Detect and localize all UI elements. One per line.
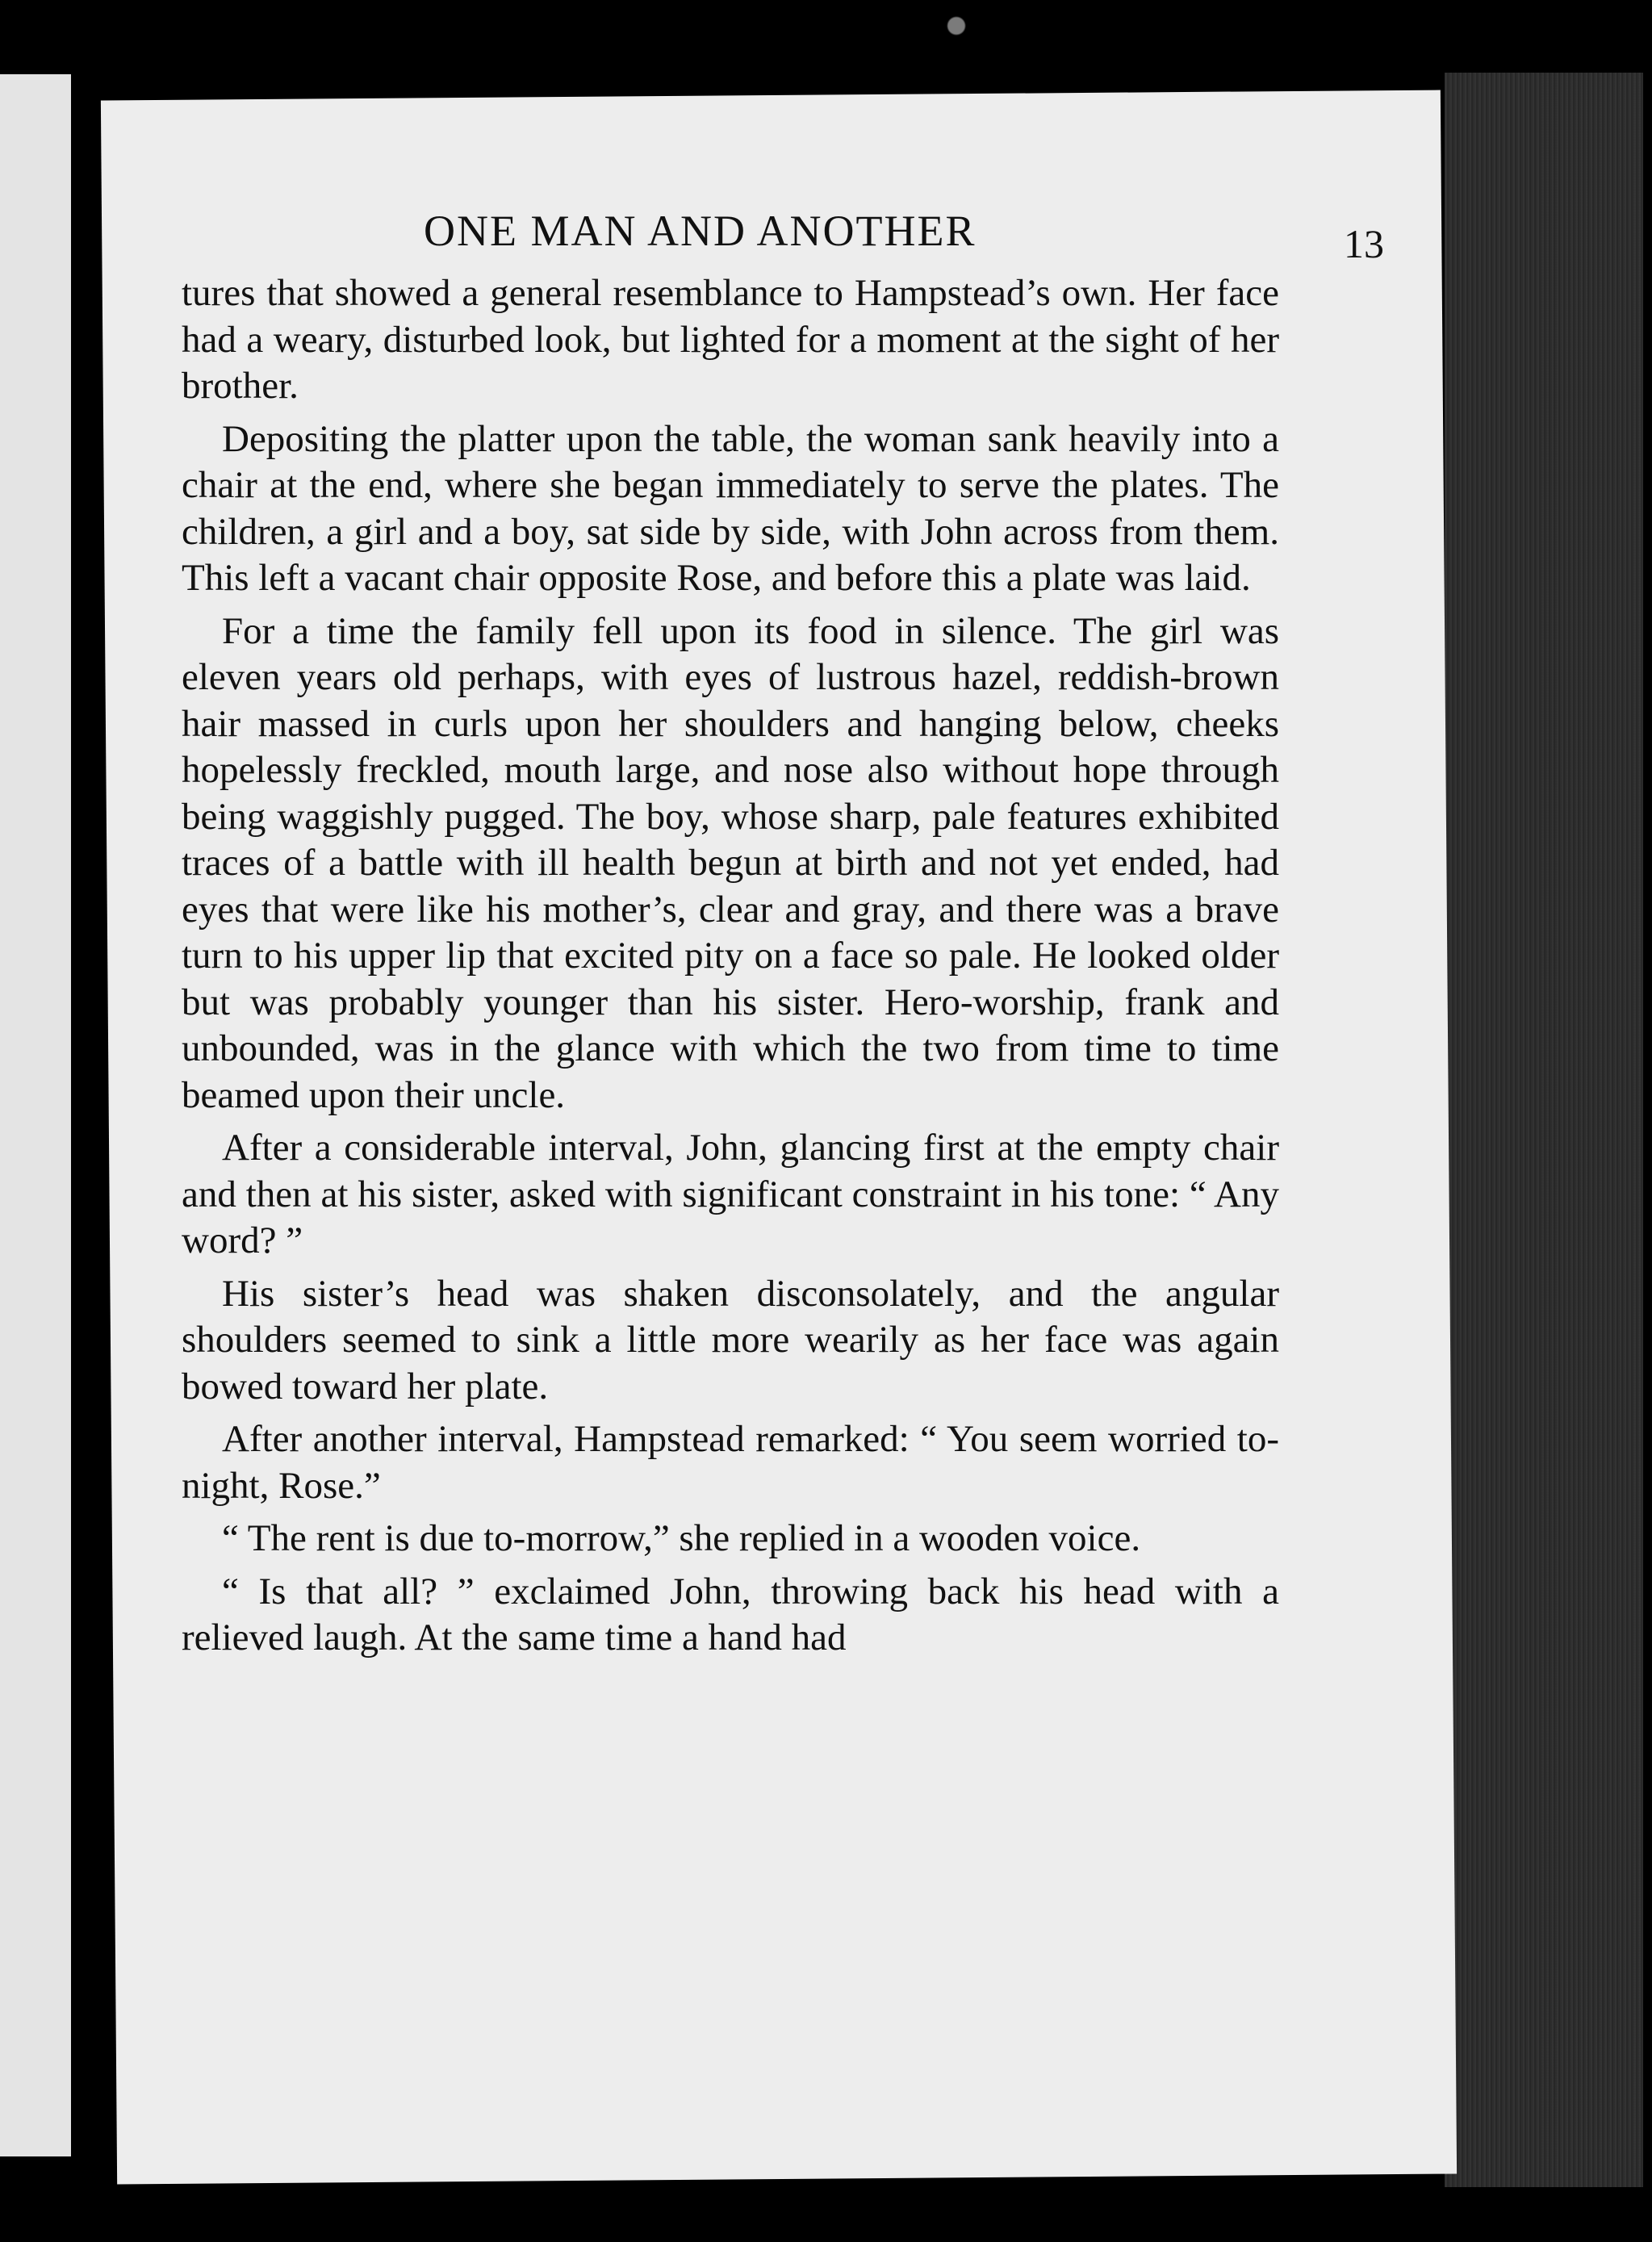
paragraph: After another interval, Hampstead remarked: “ You seem worried to-night, Rose.” <box>182 1418 1279 1507</box>
book-fore-edge <box>1445 73 1643 2187</box>
running-head <box>311 206 1384 266</box>
paragraph: After a considerable interval, John, glancing first at the empty chair and then at his sister, asked with significant constraint in his tone: “ Any word? ” <box>182 1127 1279 1261</box>
paragraph: “ Is that all? ” exclaimed John, throwing back his head with a relieved laugh. At the same time a hand had <box>182 1570 1279 1658</box>
paragraph: “ The rent is due to-morrow,” she replied in a wooden voice. <box>222 1517 1141 1559</box>
paragraph: Depositing the platter upon the table, the woman sank heavily into a chair at the end, where she began immediately to serve the plates. The children, a girl and a boy, sat side by side, with John across from them. This left a vacant chair opposite Rose, and before this a plate was laid. <box>182 417 1279 599</box>
left-page-edge <box>0 74 71 2156</box>
paragraph: His sister’s head was shaken disconsolately, and the angular shoulders seemed to sink a little more wearily as her face was again bowed toward her plate. <box>182 1272 1279 1408</box>
paragraph: tures that showed a general resemblance to Hampstead’s own. Her face had a weary, disturbed look, but lighted for a moment at the sight of her brother. <box>182 272 1279 407</box>
scan-artifact <box>936 0 977 65</box>
body-text <box>182 270 1279 1662</box>
page-number: 13 <box>1344 221 1384 266</box>
paragraph: For a time the family fell upon its food in silence. The girl was eleven years old perhaps, with eyes of lustrous hazel, reddish-brown hair massed in curls upon her shoulders and hanging below, cheeks hopelessly freckled, mouth large, and nose also without hope through being waggishly pugged. The boy, whose sharp, pale features exhibited traces of a battle with ill health begun at birth and not yet ended, had eyes that were like his mother’s, clear and gray, and there was a brave turn to his upper lip that excited pity on a face so pale. He looked older but was probably younger than his sister. Hero-worship, frank and unbounded, was in the glance with which the two from time to time beamed upon their uncle. <box>182 609 1279 1116</box>
running-head-title: ONE MAN AND ANOTHER <box>424 207 977 255</box>
